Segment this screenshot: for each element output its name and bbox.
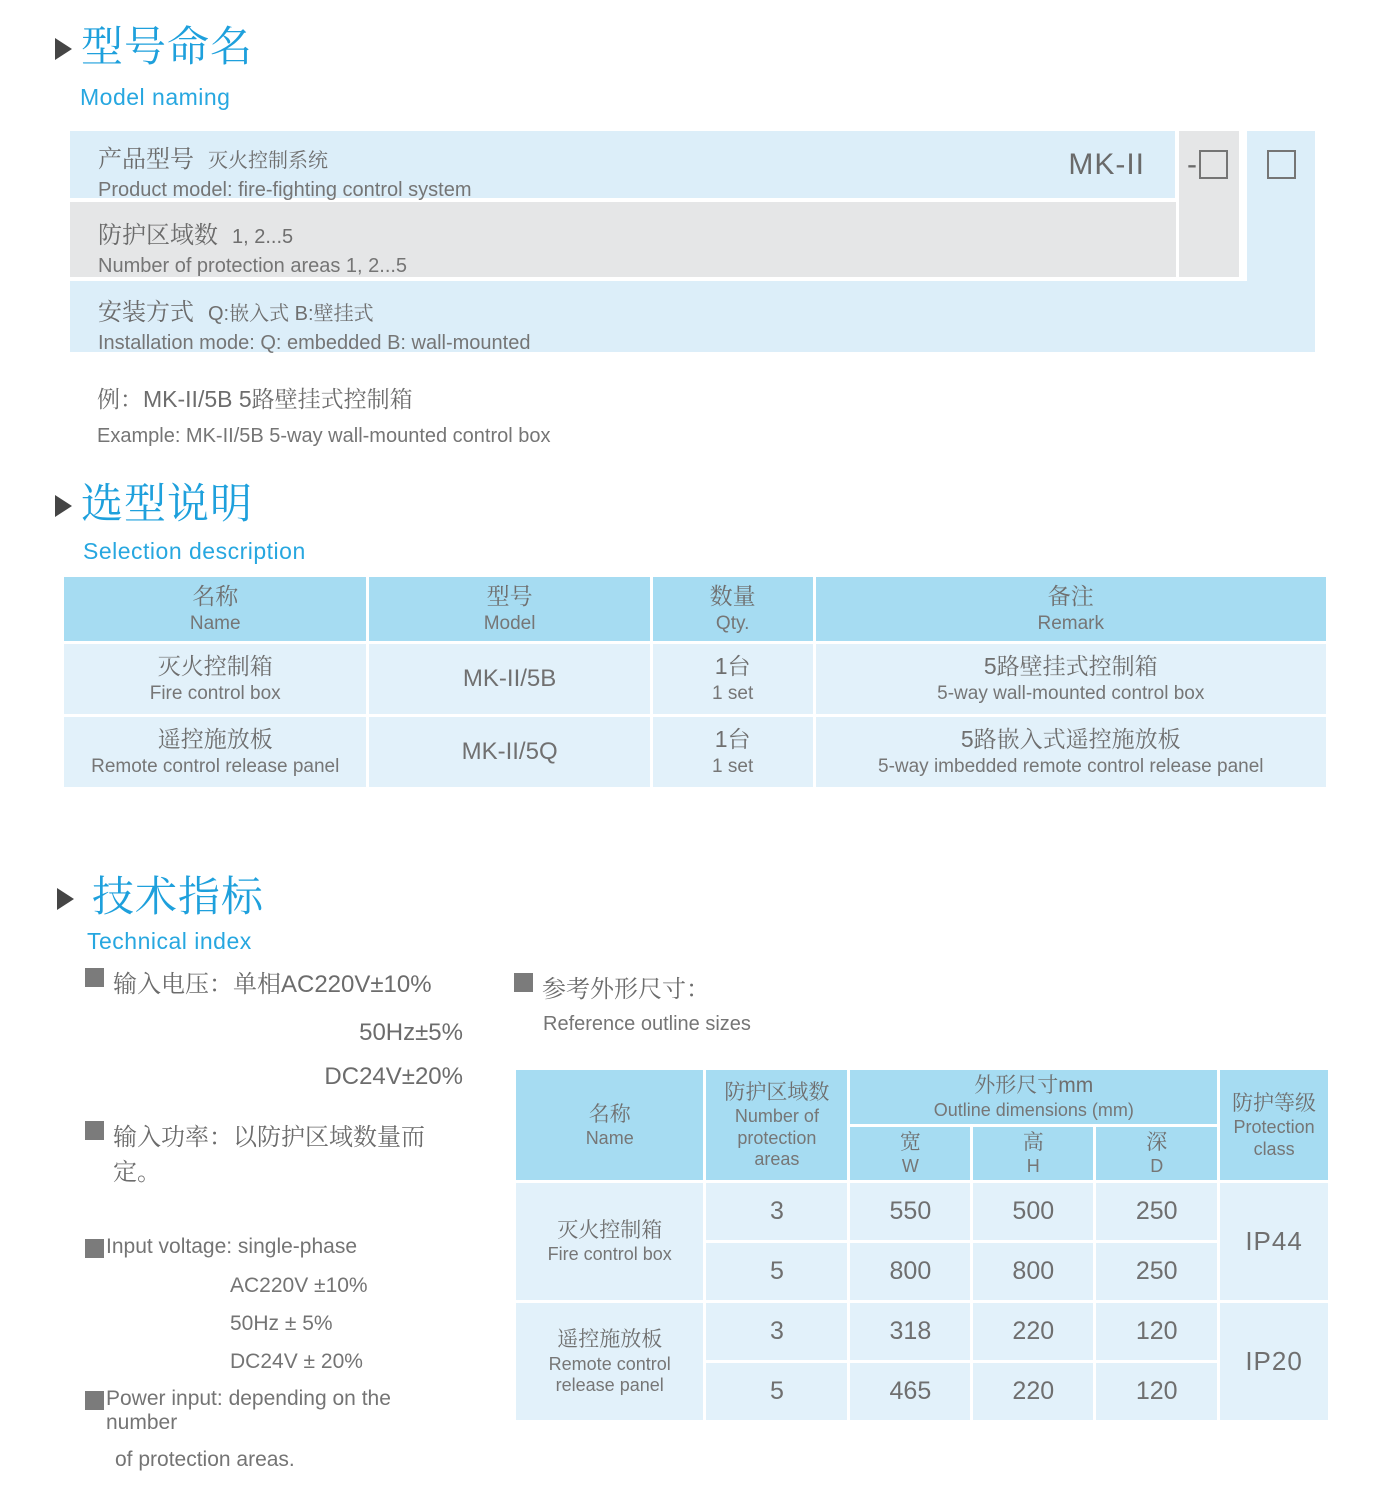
cell-qty [653,717,813,787]
cell-en: 5-way wall-mounted control box [937,683,1205,705]
dim-cell-w [850,1303,970,1360]
header-en: D [1150,1156,1164,1177]
spec-line [85,964,463,999]
header-en: Protection class [1233,1117,1315,1159]
header-zh: 宽 [899,1130,921,1154]
dim-cell-h [973,1363,1093,1420]
cell-value: 465 [889,1377,932,1405]
dim-header-outline [850,1070,1217,1124]
cell-model-value: MK-II/5Q [461,738,558,765]
header-en: Outline dimensions (mm) [933,1099,1134,1120]
dim-header-protection [1220,1070,1328,1180]
cell-name [64,644,366,714]
cell-zh: 灭火控制箱 [157,653,273,680]
cell-en: Remote control release panel [91,756,340,778]
cell-value: 220 [1012,1317,1055,1345]
dim-header-areas [706,1070,847,1180]
cell-value: 5 [769,1257,784,1285]
cell-zh: 5路嵌入式遥控施放板 [960,726,1181,753]
dim-cell-areas [706,1243,847,1300]
cell-zh: 1台 [714,653,751,680]
spec-text: of protection areas. [115,1448,295,1471]
cell-en: 1 set [712,683,754,705]
cell-value: 220 [1012,1377,1055,1405]
dimensions-table [516,1070,1328,1420]
header-en: W [901,1156,919,1177]
header-en: Qty. [715,613,750,635]
spec-line [85,1235,463,1259]
dim-header-depth [1096,1127,1217,1181]
spec-text: DC24V±20% [324,1063,463,1090]
dim-cell-d [1096,1363,1217,1420]
areas-placeholder-box-icon [1199,150,1228,179]
cell-zh: 灭火控制箱 [557,1219,663,1243]
cell-value: 3 [769,1317,784,1345]
selection-table [64,577,1326,787]
areas-code-slot [1176,131,1239,198]
diagram-row-note: 1, 2...5 [232,226,294,248]
dim-cell-areas [706,1183,847,1240]
cell-value: 550 [889,1197,932,1225]
cell-value: 120 [1135,1317,1178,1345]
spec-text: DC24V ± 20% [230,1350,363,1373]
header-zh: 深 [1146,1130,1168,1154]
cell-value: IP44 [1245,1226,1303,1256]
cell-model-value: MK-II/5B [462,665,557,692]
cell-zh: 5路壁挂式控制箱 [983,653,1158,680]
cell-value: 250 [1135,1197,1178,1225]
model-code: MK-II [1068,147,1145,181]
dim-cell-protection [1220,1303,1328,1420]
bullet-square-icon [85,968,104,987]
dim-cell-protection [1220,1183,1328,1300]
diagram-row-note: Q:嵌入式 B:壁挂式 [208,303,374,325]
section-arrow-icon [57,888,74,910]
header-en: Name [585,1127,634,1148]
cell-zh: 遥控施放板 [157,726,273,753]
header-zh: 备注 [1047,583,1094,610]
bullet-square-icon [514,973,533,992]
dim-cell-w [850,1183,970,1240]
bullet-square-icon [85,1391,104,1410]
cell-name [64,717,366,787]
cell-model [369,717,649,787]
example-line-zh: 例：MK-II/5B 5路壁挂式控制箱 [97,386,413,412]
outline-sizes-heading [514,969,710,1004]
spec-text: AC220V ±10% [230,1274,368,1297]
dim-header-height [973,1127,1093,1181]
header-en: Name [189,613,241,635]
section-selection-heading [55,480,254,527]
diagram-row-label-zh: 防护区域数 [98,222,218,249]
diagram-row-protection-areas [70,202,1239,277]
spec-text: Input voltage: single-phase [106,1235,358,1258]
dim-cell-h [973,1243,1093,1300]
cell-qty [653,644,813,714]
header-en: Model [483,613,536,635]
cell-remark [816,717,1326,787]
col-header-remark [816,577,1326,641]
cell-value: 120 [1135,1377,1178,1405]
cell-value: 500 [1012,1197,1055,1225]
section-subtitle: Technical index [87,928,252,954]
cell-value: 800 [1012,1257,1055,1285]
header-zh: 型号 [486,583,533,610]
cell-value: 250 [1135,1257,1178,1285]
section-title: 选型说明 [81,480,254,527]
header-zh: 防护等级 [1232,1091,1317,1115]
cell-zh: 遥控施放板 [557,1328,663,1352]
dim-cell-w [850,1243,970,1300]
diagram-row-label-en: Number of protection areas 1, 2...5 [98,255,408,277]
header-en: Remark [1037,613,1105,635]
model-example [97,381,551,448]
diagram-row-label-en: Product model: fire-fighting control system [98,179,472,201]
diagram-row-label-zh: 安装方式 [98,299,194,326]
header-zh: 防护区域数 [724,1080,830,1104]
dim-cell-areas [706,1303,847,1360]
section-arrow-icon [55,495,72,517]
spec-line [85,1387,463,1435]
dim-cell-h [973,1183,1093,1240]
spec-text: 50Hz±5% [359,1019,463,1046]
dim-header-name [516,1070,703,1180]
diagram-row-installation-mode [70,281,1315,352]
example-line-en: Example: MK-II/5B 5-way wall-mounted control box [97,425,551,447]
cell-value: IP20 [1245,1346,1303,1376]
section-title: 技术指标 [92,873,265,920]
table-row [516,1303,1328,1360]
cell-remark [816,644,1326,714]
cell-en: Fire control box [149,683,281,705]
diagram-row-label-en: Installation mode: Q: embedded B: wall-mounted [98,332,531,354]
diagram-row-label-zh: 产品型号 [98,146,194,173]
cell-value: 800 [889,1257,932,1285]
header-zh: 名称 [192,583,239,610]
dim-cell-h [973,1303,1093,1360]
bullet-square-icon [85,1121,104,1140]
table-row [64,717,1326,787]
model-naming-diagram [70,131,1317,353]
cell-value: 5 [769,1377,784,1405]
section-subtitle: Model naming [80,84,231,110]
spec-text: Power input: depending on the number [106,1387,391,1434]
diagram-row-note: 灭火控制系统 [208,150,328,172]
header-zh: 外形尺寸mm [974,1074,1094,1098]
section-arrow-icon [55,38,72,60]
cell-value: 318 [889,1317,932,1345]
dim-cell-w [850,1363,970,1420]
dimensions-table-wrap [516,1070,1328,1420]
code-dash: - [1187,147,1197,181]
cell-model [369,644,649,714]
install-code-slot [1247,131,1315,198]
spec-text: 输入功率：以防护区域数量而定。 [113,1124,425,1186]
spec-line [85,1117,463,1187]
cell-en: Remote control release panel [548,1353,671,1396]
cell-value: 3 [769,1197,784,1225]
dim-cell-areas [706,1363,847,1420]
cell-en: 5-way imbedded remote control release panel [878,756,1264,778]
header-zh: 名称 [588,1102,631,1126]
section-subtitle: Selection description [83,538,306,564]
cell-en: Fire control box [547,1244,672,1265]
dim-cell-name [516,1303,703,1420]
header-zh: 高 [1022,1130,1044,1154]
dim-cell-d [1096,1303,1217,1360]
spec-text: 50Hz ± 5% [230,1312,333,1335]
dim-cell-name [516,1183,703,1300]
outline-label-zh: 参考外形尺寸： [542,976,710,1003]
cell-en: 1 set [712,756,754,778]
install-placeholder-box-icon [1267,150,1296,179]
section-model-naming-heading [55,23,254,70]
col-header-name [64,577,366,641]
spec-text: 输入电压：单相AC220V±10% [113,971,432,998]
section-title: 型号命名 [81,23,254,70]
header-en: H [1026,1156,1040,1177]
cell-zh: 1台 [714,726,751,753]
header-en: Number of protection areas [734,1106,819,1170]
col-header-model [369,577,649,641]
col-header-qty [653,577,813,641]
dim-header-width [850,1127,970,1181]
bullet-square-icon [85,1239,104,1258]
table-row [64,644,1326,714]
dim-cell-d [1096,1243,1217,1300]
table-row [516,1183,1328,1240]
technical-specs [85,964,463,1472]
section-technical-heading [57,873,265,920]
header-zh: 数量 [709,583,756,610]
selection-table-wrap [64,577,1326,787]
dim-cell-d [1096,1183,1217,1240]
outline-label-en: Reference outline sizes [543,1013,751,1035]
